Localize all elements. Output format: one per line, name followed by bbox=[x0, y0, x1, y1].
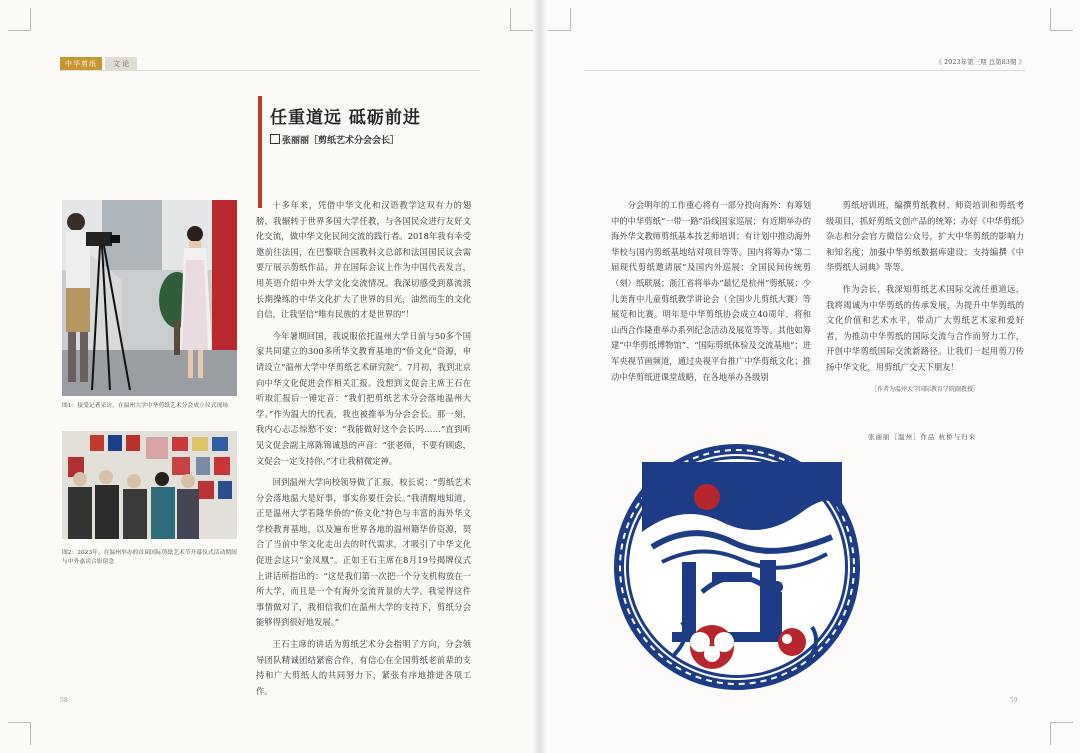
crop-mark bbox=[8, 722, 31, 745]
crop-mark bbox=[1050, 8, 1073, 31]
article-title: 任重道远 砥砺前进 bbox=[270, 108, 421, 128]
section-tag: 文 论 bbox=[105, 57, 137, 71]
article-author bbox=[270, 133, 399, 146]
issue-label: 《 2023年第三期 总第83期 》 bbox=[935, 58, 1025, 66]
paragraph: 分会明年的工作重心将有一部分投向海外：有筹划中的中华剪纸“一带一路”沿线国家巡展；有近期举办的海外华文教师剪纸基本技艺师培训；有计划中推动海外华校与国内剪纸基地结对项目等等。国内将筹办“第二届现代剪纸邀请展”及国内外巡展；全国民间传统剪（刻）纸联展；浙江省将举办“最忆是杭州”剪纸展；少儿美育中儿童剪纸教学讲论会（全国少儿剪纸大赛）等展览和比赛。明年是中华剪纸协会成立40周年，将和山西合作隆重举办系列纪念活动及展览等等。其他如筹建“中华剪纸博物馆”、“国际剪纸体验及交流基地”；进军央视节画频道，通过央视平台推广中华剪纸文化；推动中华剪纸进课堂战略，在各地举办各级别 bbox=[611, 200, 811, 382]
author-marker-icon bbox=[270, 134, 280, 144]
artwork-caption: 张丽丽［温州］作品 杭桥与归来 bbox=[868, 433, 977, 441]
paper-cut-artwork-image bbox=[612, 442, 862, 692]
author-text: 张丽丽［剪纸艺术分会会长］ bbox=[282, 136, 400, 146]
crop-mark bbox=[510, 8, 533, 31]
crop-mark bbox=[548, 8, 571, 31]
page-number-left: 58 bbox=[60, 697, 68, 704]
paragraph: 剪纸培训班，编撰剪纸教材、师资培训和剪纸考级项目，抓好剪纸文创产品的统筹；办好《中华剪纸》杂志和分会官方微信公众号，扩大中华剪纸的影响力和知名度；加强中华剪纸数据库建设；支持编撰《中华剪纸人词典》等等。 bbox=[826, 200, 1024, 273]
header-rule bbox=[60, 70, 480, 71]
paragraph: 作为会长，我深知剪纸艺术国际交流任重道远，我将竭诚为中华剪纸的传承发展，为提升中华剪纸的文化价值和艺术水平，带动广大剪纸艺术家和爱好者，为推动中华剪纸的国际交流与合作而努力工作，开创中华剪纸国际交流新路径。让我们一起用剪刀传扬中华文化，用剪纸广交天下朋友！ bbox=[826, 283, 1024, 372]
magazine-logo: 中华剪纸 bbox=[60, 57, 102, 71]
page-gutter bbox=[533, 0, 547, 753]
interview-photo-image bbox=[62, 200, 237, 396]
paragraph: 今年暑期回国，我说服依托温州大学日前与50多个国家共同建立的300多所华文教育基地的“侨文化”资源，申请设立“温州大学中华剪纸艺术研究院”。7月初，我到北京向中华文化促进会作相关汇报。没想到文促会主席王石在听取汇报后一锤定音：“我们把剪纸艺术分会落地温州大学。”作为温大的代表，我也被推举为分会会长。那一刻，我内心忐忑惊愁不安：“我能做好这个会长吗……”直到听见文促会副主席陈锦诚恳的声音：“张老师，不要有顾虑，文促会一定支持你。”才让我稍微定神。 bbox=[256, 330, 471, 466]
page-number-right: 59 bbox=[1010, 697, 1018, 704]
left-header bbox=[60, 57, 137, 71]
paper-cut-artwork bbox=[612, 442, 862, 692]
photo-caption-1: 图1：接受记者采访，在温州大学中华剪纸艺术分会成立仪式现场 bbox=[62, 403, 229, 409]
photo-caption-2: 图2：2023年，在温州举办的首届国际剪纸艺术节开幕仪式活动期间与中外嘉宾合影留念 bbox=[62, 550, 237, 565]
article-column-left bbox=[256, 198, 471, 699]
paragraph: 王石主席的讲话为剪纸艺术分会指明了方向，分会领导团队精诚团结紧密合作，有信心在全国剪纸老前辈的支持和广大剪纸人的共同努力下，紧张有序地推进各项工作。 bbox=[256, 639, 471, 696]
article-column-right bbox=[826, 198, 1024, 397]
paragraph: 回到温州大学向校领导做了汇报，校长说：“剪纸艺术分会落地温大是好事，事实你要任会长。”我清醒地知道，正是温州大学若隆华侨的“侨文化”特色与丰富的海外华文学校教育基地，以及遍布世界各地的温州籍华侨资源，契合了当前中华文化走出去的时代需求，才吸引了中华文化促进会这只“金凤凰”。正如王石主席在8月19号揭牌仪式上讲话所指出的：“这是我们第一次把一个分支机构放在一所大学，而且是一个有海外交流背景的大学。我觉得这件事情做对了，我相信我们在温州大学的支持下，剪纸分会能够得到很好地发展。” bbox=[256, 477, 471, 628]
interview-photo bbox=[62, 200, 237, 396]
crop-mark bbox=[1050, 722, 1073, 745]
header-rule bbox=[585, 70, 1025, 71]
author-affiliation: ［作者为温州大学国际教育学院副教授］ bbox=[870, 385, 979, 393]
paragraph: 十多年来，凭借中华文化和汉语教学这双有力的翅膀，我辗转于世界多国大学任教，与各国民众进行友好文化交流，做中华文化民间交流的践行者。2018年我有幸受邀前往法国，在巴黎联合国教科文总部和法国国民议会需要厅展示剪纸作品，并在国际会议上作为中国代表发言，用英语介绍中外大学文化交流情况。我深切感受到慕流派长期操练的中华文化扩大了世界的目光，油然而生的文化自信，让我坚信“唯有民族的才是世界的”！ bbox=[256, 200, 471, 320]
crop-mark bbox=[8, 8, 31, 31]
article-column-middle bbox=[611, 198, 811, 385]
title-accent-bar bbox=[258, 96, 262, 208]
group-photo-image bbox=[62, 431, 237, 539]
group-photo bbox=[62, 431, 237, 539]
